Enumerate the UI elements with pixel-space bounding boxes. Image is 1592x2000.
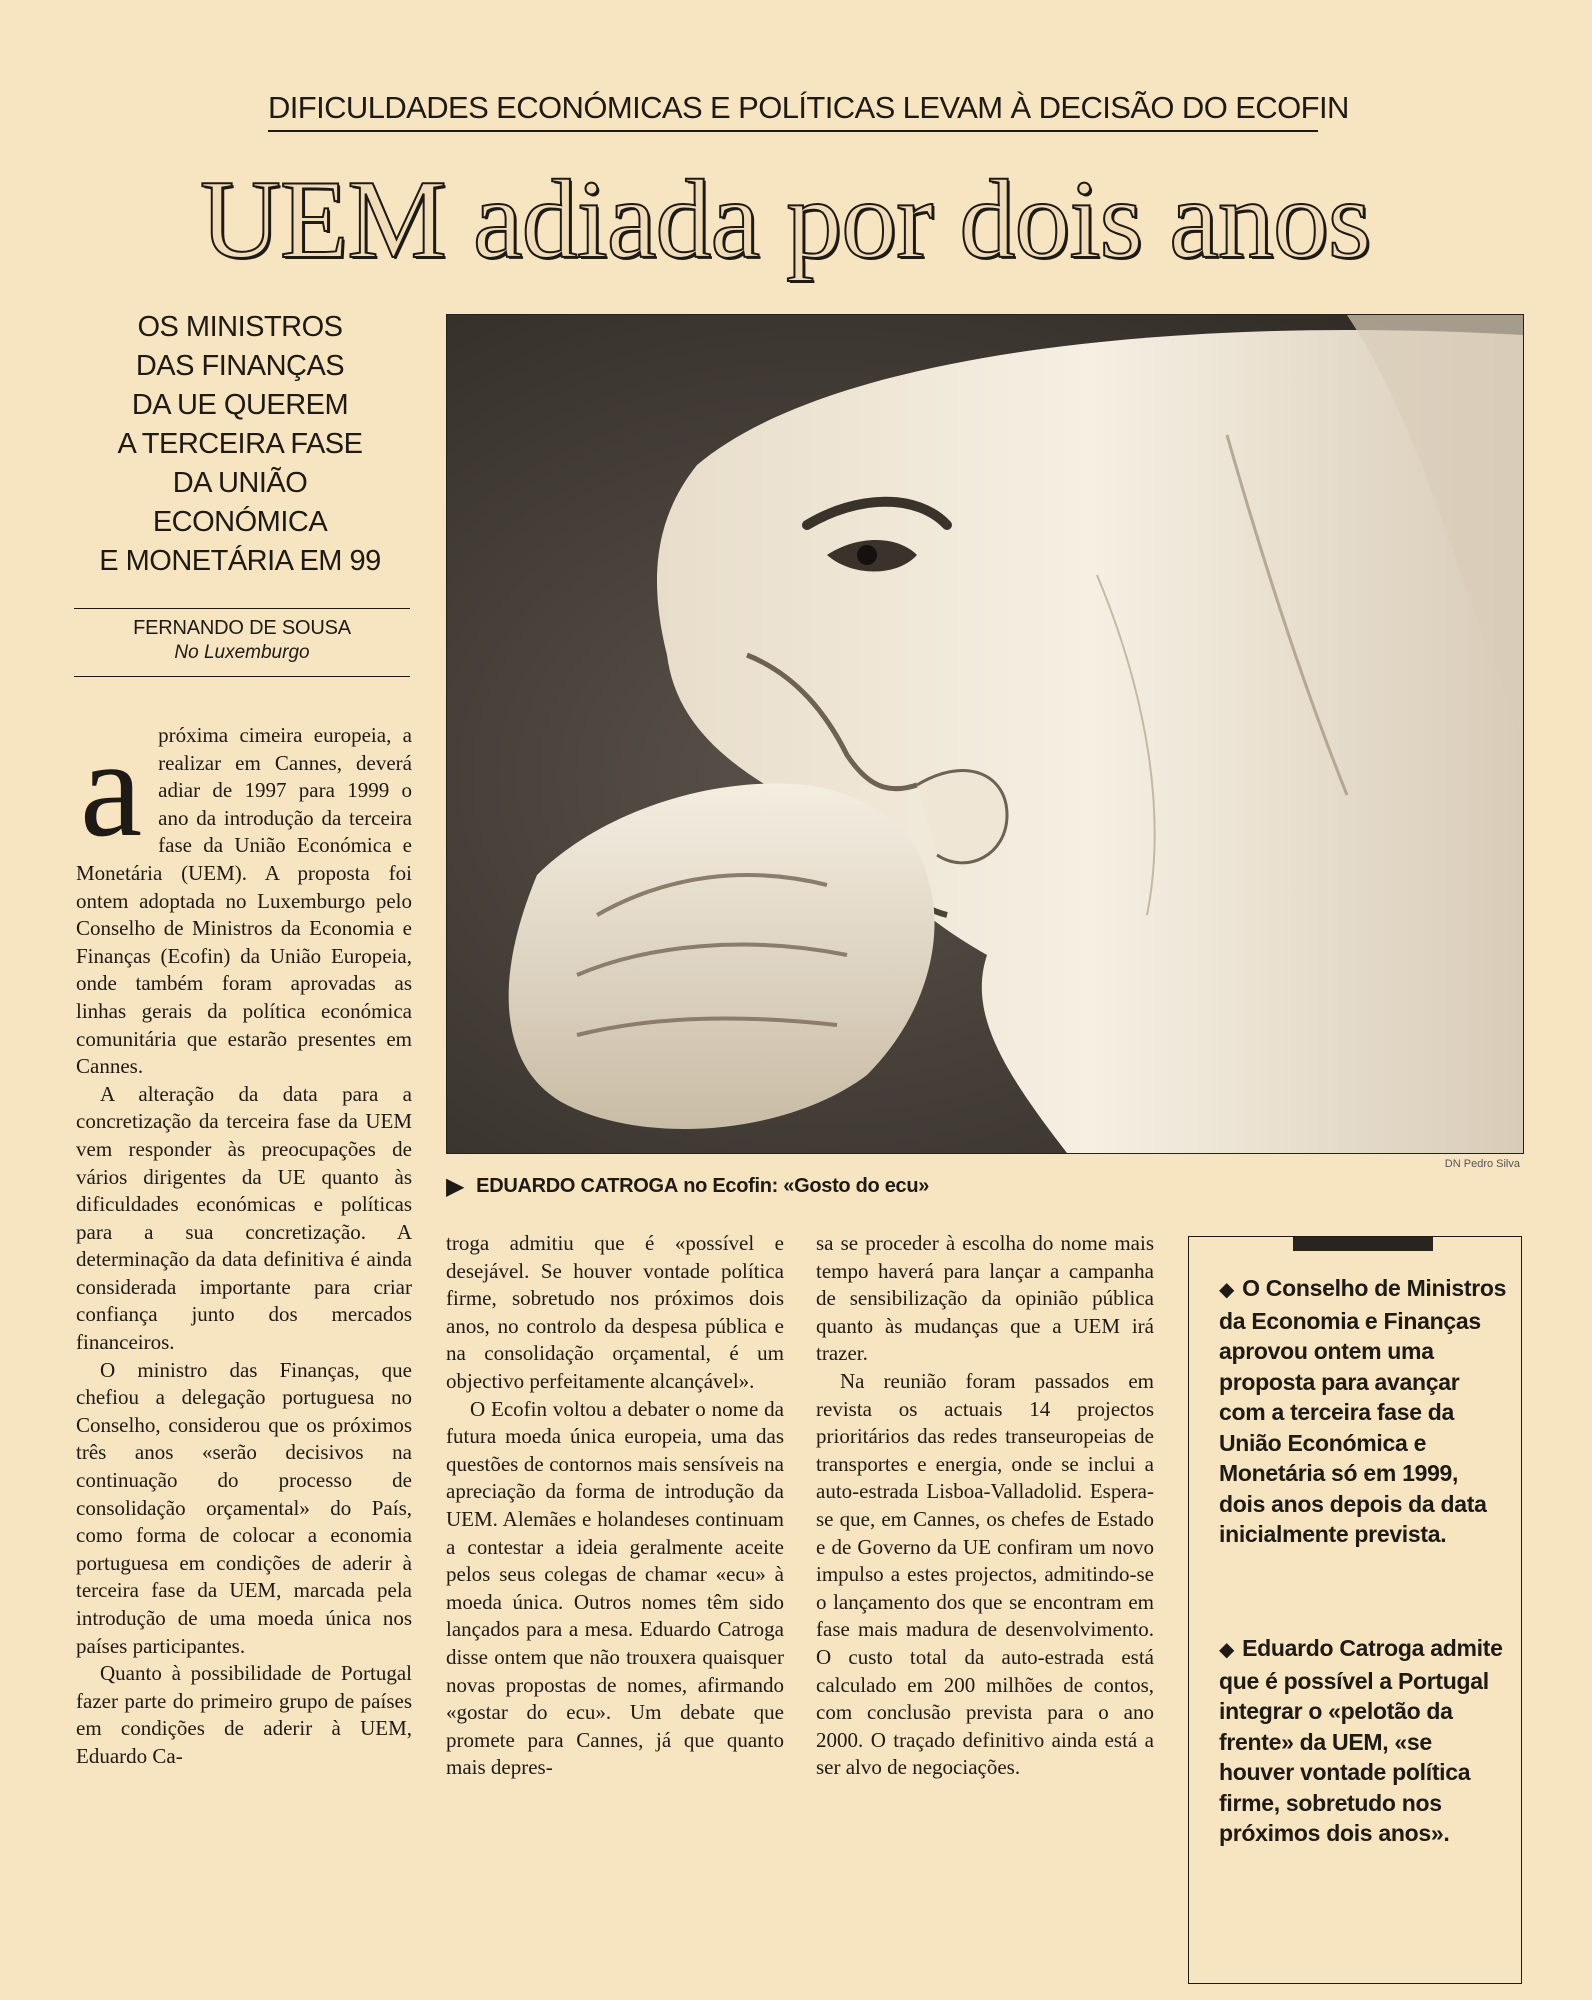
article-column-1	[76, 711, 412, 1771]
paragraph: O ministro das Finanças, que chefiou a delegação portuguesa no Conselho, considerou que os próximos três anos «serão decisivos na continuação do processo de consolidação orçamental» do País, como forma de colocar a economia portuguesa em condições de aderir à terceira fase da UEM, marcada pela introdução de uma moeda única nos países participantes.	[76, 1357, 412, 1658]
portrait-photo	[446, 314, 1524, 1154]
caption-name: EDUARDO CATROGA	[476, 1175, 678, 1197]
diamond-icon: ◆	[1219, 1639, 1235, 1661]
triangle-icon: ▶	[446, 1173, 465, 1200]
byline-name: FERNANDO DE SOUSA	[133, 617, 351, 639]
highlight-item	[1219, 1273, 1509, 1550]
byline-place: No Luxemburgo	[174, 642, 310, 663]
byline	[74, 608, 410, 677]
portrait-illustration	[447, 315, 1523, 1153]
lead-line: DA UNIÃO	[172, 467, 308, 499]
lead-text	[70, 308, 410, 581]
box-top-bar	[1293, 1237, 1433, 1251]
highlight-item	[1219, 1633, 1509, 1849]
headline: UEM adiada por dois anos	[200, 158, 1371, 282]
drop-cap: a	[80, 711, 143, 866]
paragraph: O Ecofin voltou a debater o nome da futura moeda única europeia, uma das questões de contornos mais sensíveis na apreciação da forma de introdução da UEM. Alemães e holandeses continuam a contestar a ideia geralmente aceite pelos seus colegas de chamar «ecu» à moeda única. Outros nomes têm sido lançados para a mesa. Eduardo Catroga disse ontem que não trouxera quaisquer novas propostas de nomes, afirmando «gostar do ecu». Um debate que promete para Cannes, já que quanto mais depres-	[446, 1396, 784, 1780]
paragraph: A alteração da data para a concretização da terceira fase da UEM vem responder às preocupações de vários dirigentes da UE quanto às dificuldades económicas e políticas para a sua concretização. A determinação da data definitiva é ainda considerada importante para criar confiança junto dos mercados financeiros.	[76, 1081, 412, 1355]
diamond-icon: ◆	[1219, 1279, 1235, 1301]
kicker: DIFICULDADES ECONÓMICAS E POLÍTICAS LEVAM À DECISÃO DO ECOFIN	[268, 88, 1318, 132]
paragraph: troga admitiu que é «possível e desejável. Se houver vontade política firme, sobretudo nos próximos dois anos, no controlo da despesa pública e na consolidação orçamental, é um objectivo perfeitamente alcançável».	[446, 1231, 784, 1393]
paragraph: Na reunião foram passados em revista os actuais 14 projectos prioritários das redes transeuropeias de transportes e energia, onde se inclui a auto-estrada Lisboa-Valladolid. Espera-se que, em Cannes, os chefes de Estado e de Governo da UE confiram um novo impulso a estes projectos, admitindo-se o lançamento dos que se encontram em fase mais madura de desenvolvimento. O custo total da auto-estrada está calculado em 200 milhões de contos, com conclusão prevista para o ano 2000. O traçado definitivo ainda está a ser alvo de negociações.	[816, 1368, 1154, 1780]
lead-line: OS MINISTROS	[137, 311, 343, 343]
lead-line: DAS FINANÇAS	[135, 350, 345, 382]
highlight-text: O Conselho de Ministros da Economia e Finanças aprovou ontem uma proposta para avançar com a terceira fase da União Económica e Monetária só em 1999, dois anos depois da data inicialmente prevista.	[1219, 1275, 1507, 1547]
article-column-2	[446, 1230, 784, 1782]
highlights-box	[1188, 1236, 1522, 1984]
lead-line: DA UE QUEREM	[131, 389, 349, 421]
photo-credit: DN Pedro Silva	[1444, 1158, 1520, 1170]
lead-line: ECONÓMICA	[152, 506, 328, 538]
article-column-3	[816, 1230, 1154, 1782]
caption-text: no Ecofin: «Gosto do ecu»	[683, 1175, 930, 1197]
highlight-text: Eduardo Catroga admite que é possível a Portugal integrar o «pelotão da frente» da UEM, «se houver vontade política firme, sobretudo nos próximos dois anos».	[1219, 1635, 1503, 1846]
paragraph: próxima cimeira europeia, a realizar em Cannes, deverá adiar de 1997 para 1999 o ano da introdução da terceira fase da União Económica e Monetária (UEM). A proposta foi ontem adoptada no Luxemburgo pelo Conselho de Ministros da Economia e Finanças (Ecofin) da União Europeia, onde também foram aprovadas as linhas gerais da política económica comunitária que estarão presentes em Cannes.	[76, 723, 412, 1079]
lead-line: E MONETÁRIA EM 99	[99, 545, 381, 577]
photo-caption	[446, 1172, 1346, 1201]
paragraph: sa se proceder à escolha do nome mais tempo haverá para lançar a campanha de sensibilização da opinião pública quanto às mudanças que a UEM irá trazer.	[816, 1231, 1154, 1366]
paragraph: Quanto à possibilidade de Portugal fazer parte do primeiro grupo de países em condições de aderir à UEM, Eduardo Ca-	[76, 1661, 412, 1768]
lead-line: A TERCEIRA FASE	[117, 428, 363, 460]
